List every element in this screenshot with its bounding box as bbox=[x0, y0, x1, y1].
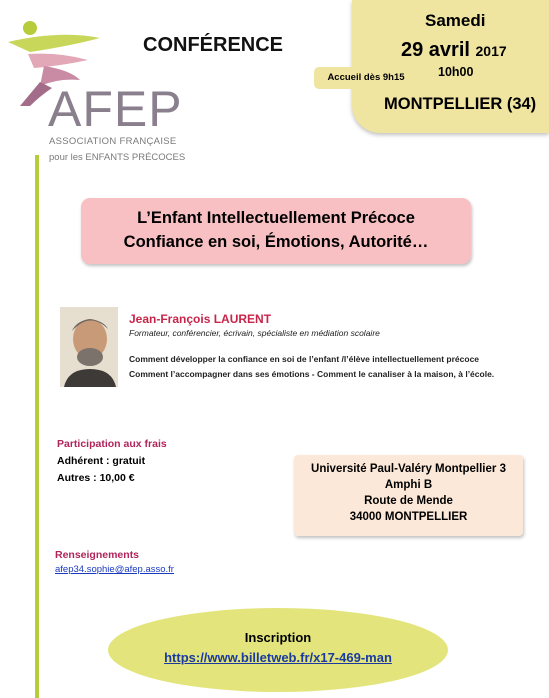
speaker-role: Formateur, conférencier, écrivain, spécialiste en médiation scolaire bbox=[129, 328, 380, 338]
topic-line1: Comment développer la confiance en soi de l’enfant /l’élève intellectuellement précoce bbox=[129, 354, 480, 364]
event-year: 2017 bbox=[475, 43, 507, 59]
speaker-photo bbox=[60, 307, 118, 387]
registration-link[interactable]: https://www.billetweb.fr/x17-469-man bbox=[164, 650, 392, 665]
fees-heading: Participation aux frais bbox=[57, 438, 167, 450]
logo-wordmark: AFEP bbox=[48, 81, 183, 137]
conference-label: CONFÉRENCE bbox=[143, 34, 284, 56]
fees-members: Adhérent : gratuit bbox=[57, 455, 146, 467]
logo-subtitle-line2: pour les ENFANTS PRÉCOCES bbox=[49, 152, 186, 163]
speaker-name: Jean-François LAURENT bbox=[129, 312, 272, 326]
title-line1: L’Enfant Intellectuellement Précoce bbox=[137, 209, 415, 227]
info-heading: Renseignements bbox=[55, 549, 140, 561]
event-date-day-month: 29 avril bbox=[401, 39, 470, 61]
title-banner bbox=[81, 198, 471, 264]
topic-line2: Comment l’accompagner dans ses émotions - Comment le canaliser à la maison, à l’école. bbox=[129, 369, 495, 379]
fees-others: Autres : 10,00 € bbox=[57, 472, 135, 484]
venue-line3: Route de Mende bbox=[364, 495, 453, 507]
venue-line1: Université Paul-Valéry Montpellier 3 bbox=[311, 463, 506, 475]
event-city: MONTPELLIER (34) bbox=[384, 95, 537, 113]
registration-heading: Inscription bbox=[244, 630, 312, 645]
venue-line4: 34000 MONTPELLIER bbox=[349, 511, 468, 523]
speaker-portrait-icon bbox=[60, 307, 118, 387]
left-accent-bar bbox=[35, 155, 39, 698]
event-day: Samedi bbox=[425, 11, 486, 30]
welcome-badge: Accueil dès 9h15 bbox=[314, 67, 418, 89]
event-time: 10h00 bbox=[438, 65, 474, 79]
event-date bbox=[401, 39, 507, 62]
title-line2: Confiance en soi, Émotions, Autorité… bbox=[123, 233, 429, 251]
contact-email-link[interactable]: afep34.sophie@afep.asso.fr bbox=[55, 564, 174, 575]
venue-line2: Amphi B bbox=[384, 479, 433, 491]
venue-box bbox=[294, 455, 523, 536]
logo-subtitle-line1: ASSOCIATION FRANÇAISE bbox=[49, 136, 177, 147]
